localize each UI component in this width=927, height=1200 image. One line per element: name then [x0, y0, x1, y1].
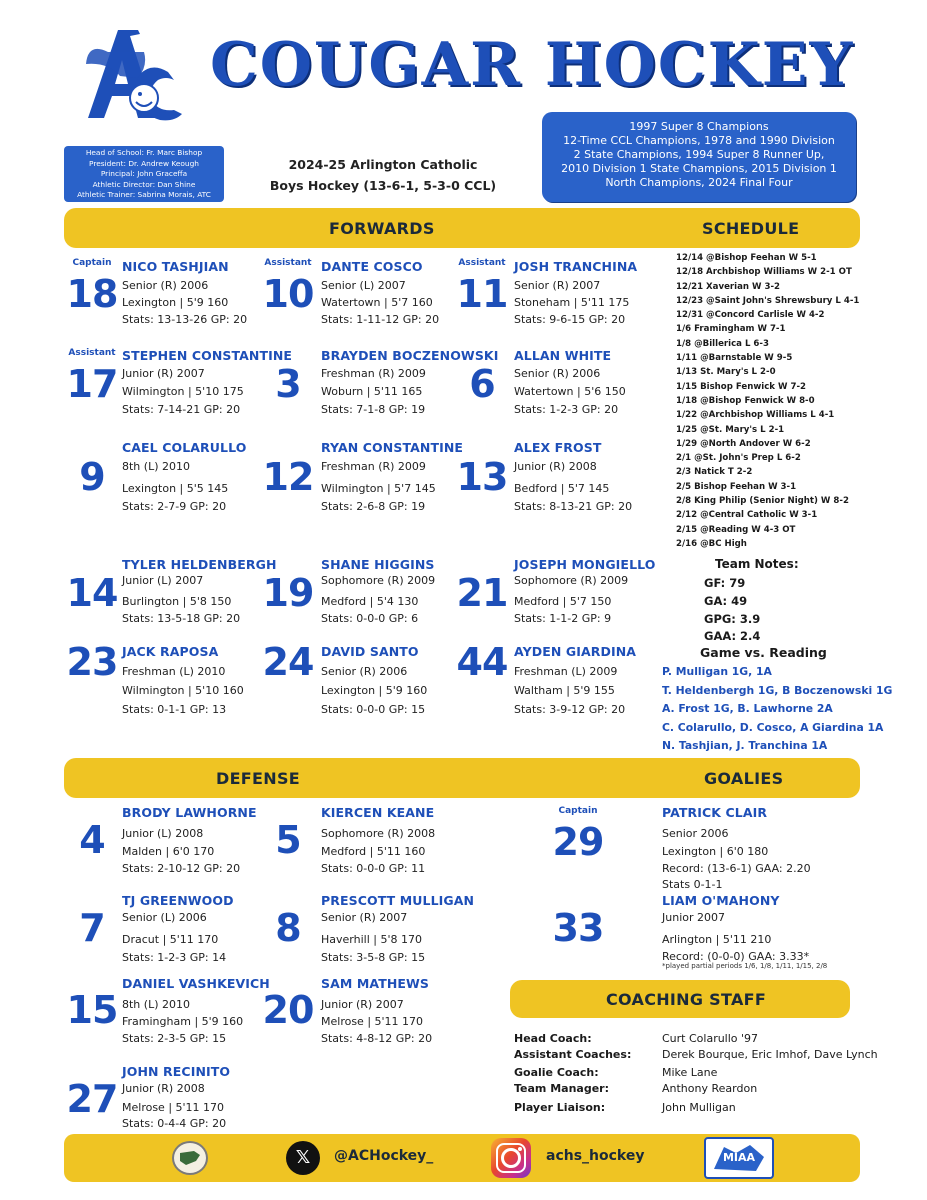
player-name: DAVID SANTO	[321, 644, 419, 659]
player-number: 27	[66, 1077, 118, 1121]
player-stats: Stats: 2-7-9 GP: 20	[122, 500, 227, 513]
player-hometown: Melrose | 5'11 170	[321, 1015, 424, 1028]
player-number: 33	[552, 906, 604, 950]
player-role: Captain	[72, 258, 112, 268]
player-name: AYDEN GIARDINA	[514, 644, 637, 659]
player-stats: Stats: 2-6-8 GP: 19	[321, 500, 426, 513]
player-stats: Stats: 1-2-3 GP: 14	[122, 951, 227, 964]
player-stats: Stats: 2-10-12 GP: 20	[122, 862, 241, 875]
player-number: 4	[79, 818, 105, 862]
player-stats: Stats: 1-11-12 GP: 20	[321, 313, 440, 326]
player-class: Senior (R) 2007	[514, 279, 601, 292]
page-title: COUGAR HOCKEY	[210, 30, 855, 100]
player-number: 7	[79, 906, 105, 950]
player-class: Junior (R) 2008	[122, 1082, 205, 1095]
administration-box	[64, 146, 224, 202]
player-stats: Stats: 2-3-5 GP: 15	[122, 1032, 227, 1045]
player-stats: Stats: 4-8-12 GP: 20	[321, 1032, 433, 1045]
coach-value: John Mulligan	[662, 1101, 736, 1114]
player-name: TYLER HELDENBERGH	[122, 557, 277, 572]
player-number: 29	[552, 820, 604, 864]
player-hometown: Watertown | 5'6 150	[514, 385, 626, 398]
player-stats: Stats: 7-1-8 GP: 19	[321, 403, 426, 416]
player-number: 6	[469, 362, 495, 406]
instagram-ring-shape	[501, 1148, 521, 1168]
player-class: Freshman (L) 2010	[122, 665, 226, 678]
player-class: Freshman (R) 2009	[321, 460, 426, 473]
player-class: 8th (L) 2010	[122, 460, 190, 473]
player-stats: Stats: 0-0-0 GP: 11	[321, 862, 426, 875]
player-class: Senior (R) 2007	[321, 911, 408, 924]
player-stats: Stats: 3-9-12 GP: 20	[514, 703, 626, 716]
admin-line: Head of School: Fr. Marc Bishop	[85, 148, 203, 157]
schedule-heading: SCHEDULE	[702, 219, 800, 238]
player-stats: Stats: 13-13-26 GP: 20	[122, 313, 248, 326]
player-stats: Stats: 0-4-4 GP: 20	[122, 1117, 227, 1130]
player-number: 5	[275, 818, 301, 862]
player-stats: Stats: 8-13-21 GP: 20	[514, 500, 633, 513]
goalie-record: Record: (0-0-0) GAA: 3.33*	[662, 950, 810, 963]
player-name: ALLAN WHITE	[514, 348, 612, 363]
schedule-game: 2/16 @BC High	[676, 538, 747, 549]
player-name: JOHN RECINITO	[122, 1064, 231, 1079]
schedule-game: 2/3 Natick T 2-2	[676, 467, 753, 478]
player-hometown: Melrose | 5'11 170	[122, 1101, 225, 1114]
player-class: Senior (R) 2006	[122, 279, 209, 292]
game-recap-line: N. Tashjian, J. Tranchina 1A	[662, 739, 828, 752]
player-name: JOSH TRANCHINA	[514, 259, 638, 274]
champ-line: 12-Time CCL Champions, 1978 and 1990 Division	[563, 134, 835, 147]
player-stats: Stats: 9-6-15 GP: 20	[514, 313, 626, 326]
coaching-heading: COACHING STAFF	[606, 990, 767, 1009]
player-number: 18	[66, 272, 118, 316]
player-number: 3	[275, 362, 301, 406]
player-hometown: Stoneham | 5'11 175	[514, 296, 630, 309]
schedule-game: 2/5 Bishop Feehan W 3-1	[676, 481, 797, 492]
player-stats: Stats: 1-2-3 GP: 20	[514, 403, 619, 416]
admin-line: President: Dr. Andrew Keough	[89, 158, 199, 168]
player-class: Junior (L) 2008	[122, 827, 204, 840]
schedule-game: 1/25 @St. Mary's L 2-1	[676, 424, 785, 435]
player-hometown: Lexington | 6'0 180	[662, 845, 769, 858]
coach-label: Goalie Coach:	[514, 1066, 599, 1079]
player-number: 24	[262, 640, 314, 684]
player-stats: Stats 0-1-1	[662, 878, 723, 891]
player-name: LIAM O'MAHONY	[662, 893, 780, 908]
player-hometown: Burlington | 5'8 150	[122, 595, 232, 608]
schedule-game: 2/1 @St. John's Prep L 6-2	[676, 453, 801, 464]
player-name: KIERCEN KEANE	[321, 805, 435, 820]
player-name: BRODY LAWHORNE	[122, 805, 257, 820]
schedule-game: 1/22 @Archbishop Williams L 4-1	[676, 410, 835, 421]
player-hometown: Watertown | 5'7 160	[321, 296, 433, 309]
player-role: Assistant	[458, 258, 506, 268]
player-number: 13	[456, 455, 508, 499]
game-recap-line: T. Heldenbergh 1G, B Boczenowski 1G	[662, 684, 893, 697]
player-number: 9	[79, 455, 105, 499]
player-name: DANTE COSCO	[321, 259, 423, 274]
player-hometown: Wilmington | 5'10 175	[122, 385, 244, 398]
player-role: Assistant	[264, 258, 312, 268]
player-stats: Stats: 7-14-21 GP: 20	[122, 403, 241, 416]
team-note: GPG: 3.9	[704, 612, 761, 626]
state-badge-icon	[172, 1141, 208, 1175]
game-recap-line: A. Frost 1G, B. Lawhorne 2A	[662, 702, 833, 715]
player-class: Senior (L) 2006	[122, 911, 207, 924]
champ-line: 1997 Super 8 Champions	[629, 120, 769, 133]
schedule-game: 2/12 @Central Catholic W 3-1	[676, 510, 818, 521]
player-number: 20	[262, 988, 314, 1032]
player-class: Junior (L) 2007	[122, 574, 204, 587]
player-class: Senior (R) 2006	[514, 367, 601, 380]
schedule-game: 1/15 Bishop Fenwick W 7-2	[676, 381, 806, 392]
player-stats: Stats: 0-0-0 GP: 6	[321, 612, 419, 625]
player-name: NICO TASHJIAN	[122, 259, 229, 274]
schedule-list	[676, 251, 876, 551]
player-class: Junior 2007	[662, 911, 725, 924]
player-name: PRESCOTT MULLIGAN	[321, 893, 475, 908]
player-name: JACK RAPOSA	[122, 644, 219, 659]
player-hometown: Dracut | 5'11 170	[122, 933, 219, 946]
schedule-game: 12/31 @Concord Carlisle W 4-2	[676, 310, 825, 321]
player-hometown: Woburn | 5'11 165	[321, 385, 423, 398]
coach-value: Derek Bourque, Eric Imhof, Dave Lynch	[662, 1048, 878, 1061]
schedule-game: 1/11 @Barnstable W 9-5	[676, 353, 793, 364]
player-number: 15	[66, 988, 118, 1032]
defense-heading: DEFENSE	[216, 769, 301, 788]
player-number: 17	[66, 362, 118, 406]
schedule-game: 12/23 @Saint John's Shrewsbury L 4-1	[676, 295, 860, 306]
admin-line: Athletic Trainer: Sabrina Morais, ATC	[77, 190, 211, 199]
school-logo	[78, 22, 188, 130]
player-number: 14	[66, 571, 118, 615]
game-recap-line: P. Mulligan 1G, 1A	[662, 665, 772, 678]
schedule-game: 1/8 @Billerica L 6-3	[676, 338, 769, 349]
player-hometown: Lexington | 5'9 160	[122, 296, 229, 309]
player-stats: Stats: 13-5-18 GP: 20	[122, 612, 241, 625]
team-note: GF: 79	[704, 576, 746, 590]
instagram-dot-shape	[518, 1147, 522, 1151]
schedule-game: 1/13 St. Mary's L 2-0	[676, 367, 776, 378]
player-class: Junior (R) 2008	[514, 460, 597, 473]
forwards-schedule-band	[64, 208, 860, 248]
player-class: Junior (R) 2007	[321, 998, 404, 1011]
player-class: Sophomore (R) 2009	[321, 574, 436, 587]
player-class: Sophomore (R) 2008	[321, 827, 436, 840]
player-name: JOSEPH MONGIELLO	[514, 557, 656, 572]
player-number: 10	[262, 272, 314, 316]
player-class: Senior (L) 2007	[321, 279, 406, 292]
player-number: 23	[66, 640, 118, 684]
schedule-game: 1/6 Framingham W 7-1	[676, 324, 786, 335]
schedule-game: 1/29 @North Andover W 6-2	[676, 438, 811, 449]
player-name: TJ GREENWOOD	[122, 893, 234, 908]
coach-value: Anthony Reardon	[662, 1082, 758, 1095]
champ-line: 2 State Champions, 1994 Super 8 Runner Up,	[573, 148, 825, 161]
player-number: 44	[456, 640, 508, 684]
player-number: 12	[262, 455, 314, 499]
team-note: GA: 49	[704, 594, 748, 608]
coaching-band	[510, 980, 850, 1018]
defense-goalies-band	[64, 758, 860, 798]
forwards-heading: FORWARDS	[329, 219, 435, 238]
player-name: SHANE HIGGINS	[321, 557, 435, 572]
season-heading	[252, 154, 514, 196]
player-number: 11	[456, 272, 508, 316]
footer-bar	[64, 1134, 860, 1182]
coach-label: Player Liaison:	[514, 1101, 606, 1114]
schedule-game: 12/14 @Bishop Feehan W 5-1	[676, 253, 817, 263]
player-hometown: Wilmington | 5'7 145	[321, 482, 436, 495]
coach-value: Mike Lane	[662, 1066, 718, 1079]
player-class: 8th (L) 2010	[122, 998, 190, 1011]
player-hometown: Medford | 5'7 150	[514, 595, 612, 608]
player-name: SAM MATHEWS	[321, 976, 430, 991]
instagram-icon[interactable]	[491, 1138, 531, 1178]
team-note: GAA: 2.4	[704, 629, 761, 643]
player-name: DANIEL VASHKEVICH	[122, 976, 270, 991]
coach-value: Curt Colarullo '97	[662, 1032, 759, 1045]
game-recap-line: C. Colarullo, D. Cosco, A Giardina 1A	[662, 721, 884, 734]
player-name: BRAYDEN BOCZENOWSKI	[321, 348, 499, 363]
schedule-game: 2/8 King Philip (Senior Night) W 8-2	[676, 496, 849, 507]
goalie-record: Record: (13-6-1) GAA: 2.20	[662, 862, 811, 875]
admin-line: Principal: John Graceffa	[100, 169, 188, 178]
season-team: 2024-25 Arlington Catholic	[288, 157, 478, 172]
schedule-game: 2/15 @Reading W 4-3 OT	[676, 524, 796, 535]
player-hometown: Waltham | 5'9 155	[514, 684, 615, 697]
player-name: PATRICK CLAIR	[662, 805, 768, 820]
championships-box	[542, 112, 856, 202]
schedule-game: 12/18 Archbishop Williams W 2-1 OT	[676, 267, 852, 278]
player-hometown: Lexington | 5'5 145	[122, 482, 229, 495]
player-class: Freshman (L) 2009	[514, 665, 618, 678]
player-hometown: Medford | 5'11 160	[321, 845, 426, 858]
instagram-handle[interactable]: achs_hockey	[546, 1148, 645, 1164]
champ-line: 2010 Division 1 State Champions, 2015 Division 1	[561, 162, 837, 175]
player-name: CAEL COLARULLO	[122, 440, 247, 455]
x-handle[interactable]: @ACHockey_	[334, 1148, 434, 1164]
coach-label: Head Coach:	[514, 1032, 592, 1045]
player-hometown: Wilmington | 5'10 160	[122, 684, 244, 697]
player-class: Freshman (R) 2009	[321, 367, 426, 380]
player-stats: Stats: 0-1-1 GP: 13	[122, 703, 227, 716]
player-name: STEPHEN CONSTANTINE	[122, 348, 293, 363]
player-name: RYAN CONSTANTINE	[321, 440, 464, 455]
goalies-heading: GOALIES	[704, 769, 784, 788]
player-name: ALEX FROST	[514, 440, 602, 455]
goalie-footnote: *played partial periods 1/6, 1/8, 1/11, 1/15, 2/8	[662, 962, 828, 970]
player-hometown: Malden | 6'0 170	[122, 845, 215, 858]
miaa-text: MIAA	[722, 1151, 756, 1164]
player-hometown: Medford | 5'4 130	[321, 595, 419, 608]
player-class: Sophomore (R) 2009	[514, 574, 629, 587]
admin-line: Athletic Director: Dan Shine	[92, 179, 196, 189]
coach-label: Team Manager:	[514, 1082, 609, 1095]
player-stats: Stats: 0-0-0 GP: 15	[321, 703, 426, 716]
game-recap-title: Game vs. Reading	[700, 645, 827, 660]
player-hometown: Lexington | 5'9 160	[321, 684, 428, 697]
player-number: 21	[456, 571, 508, 615]
player-hometown: Arlington | 5'11 210	[662, 933, 772, 946]
player-hometown: Bedford | 5'7 145	[514, 482, 610, 495]
miaa-logo-icon	[704, 1137, 774, 1179]
player-stats: Stats: 3-5-8 GP: 15	[321, 951, 426, 964]
schedule-game: 1/18 @Bishop Fenwick W 8-0	[676, 395, 815, 406]
player-role: Captain	[558, 806, 598, 816]
season-record: Boys Hockey (13-6-1, 5-3-0 CCL)	[269, 178, 497, 193]
coach-label: Assistant Coaches:	[514, 1048, 632, 1061]
player-number: 19	[262, 571, 314, 615]
player-hometown: Framingham | 5'9 160	[122, 1015, 244, 1028]
player-number: 8	[275, 906, 301, 950]
schedule-game: 12/21 Xaverian W 3-2	[676, 281, 780, 292]
player-stats: Stats: 1-1-2 GP: 9	[514, 612, 612, 625]
x-logo-icon[interactable]: 𝕏	[286, 1141, 320, 1175]
champ-line: North Champions, 2024 Final Four	[605, 176, 793, 189]
team-notes-title: Team Notes:	[715, 557, 799, 571]
player-class: Junior (R) 2007	[122, 367, 205, 380]
player-class: Senior (R) 2006	[321, 665, 408, 678]
player-hometown: Haverhill | 5'8 170	[321, 933, 422, 946]
player-role: Assistant	[68, 348, 116, 358]
player-class: Senior 2006	[662, 827, 729, 840]
